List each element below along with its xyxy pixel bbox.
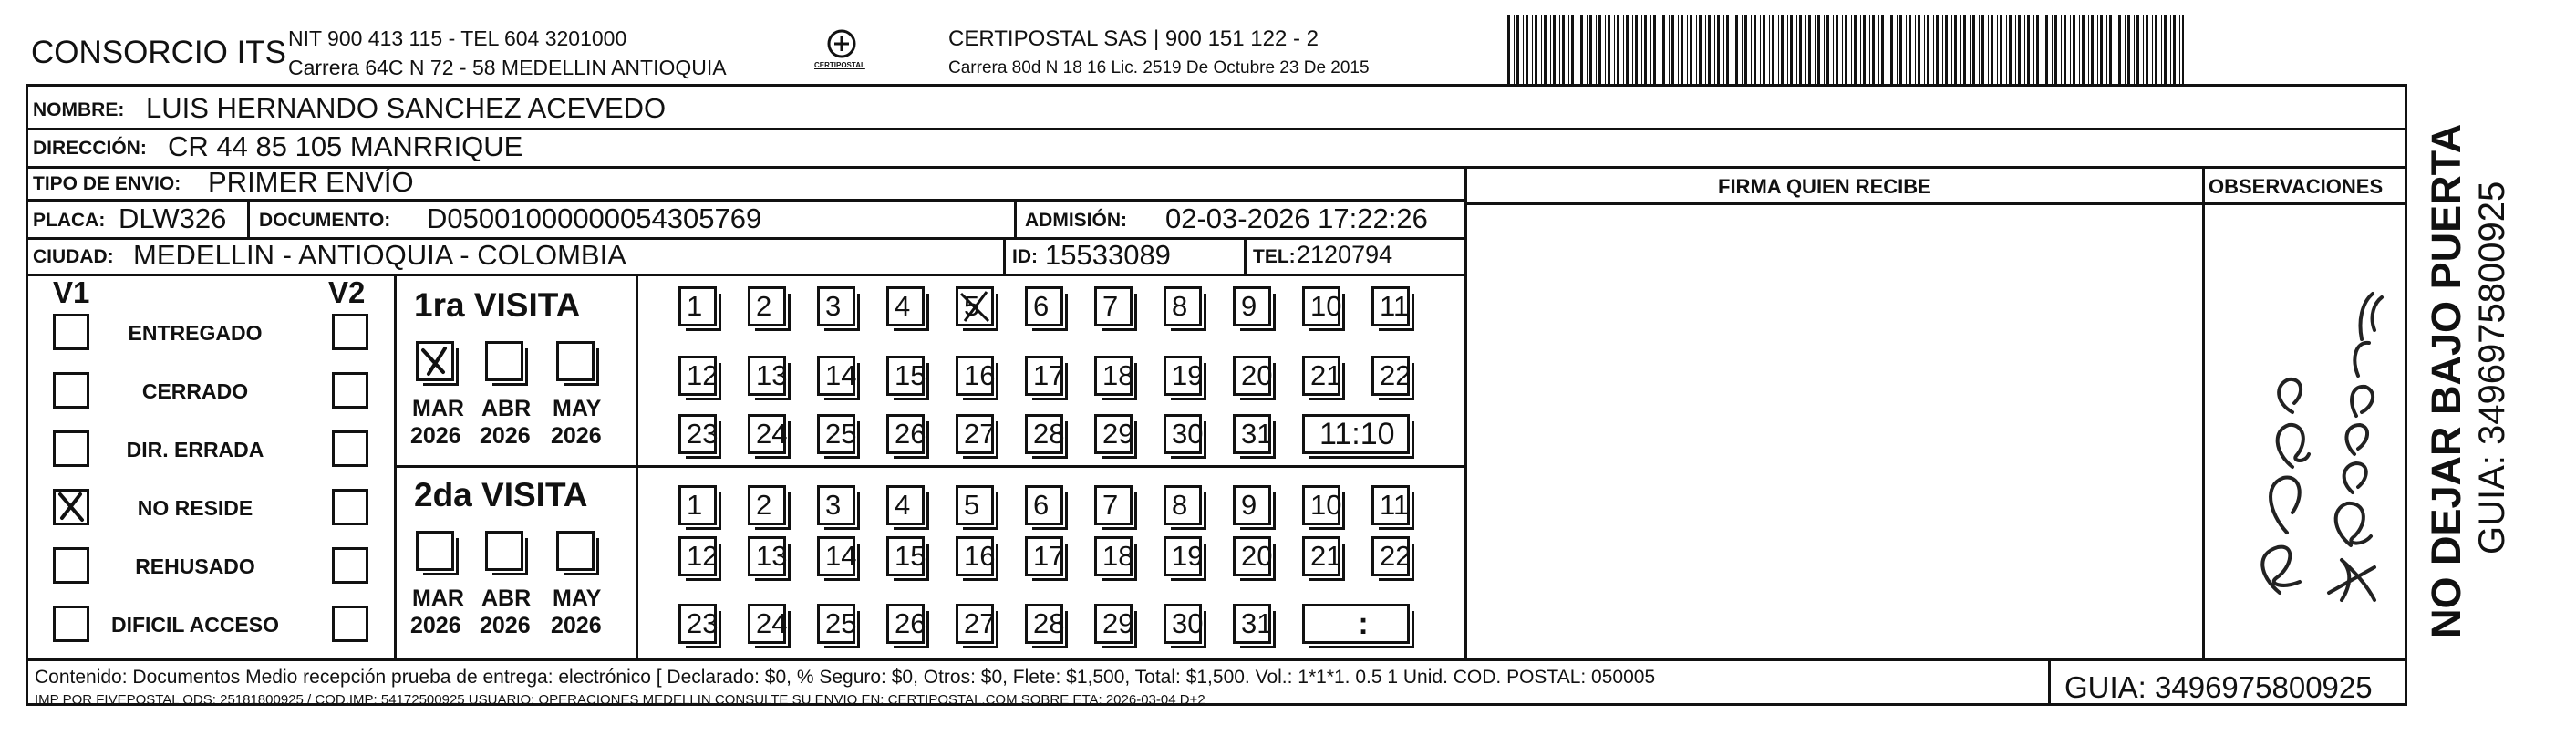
v2-checkbox-cerrado[interactable]	[332, 372, 368, 409]
status-label-entregado: ENTREGADO	[128, 321, 263, 345]
visit-1-day-box[interactable]: 3	[817, 286, 855, 326]
visit-1-day-box[interactable]: 5	[956, 286, 994, 326]
visit-2-day-box[interactable]: 12	[678, 536, 717, 576]
placa-value: DLW326	[119, 202, 227, 234]
visit-1-day-box[interactable]: 8	[1164, 286, 1202, 326]
visit-2-day-box[interactable]: 26	[886, 604, 925, 644]
visit-1-day-box[interactable]: 25	[817, 414, 855, 454]
visit-2-year-label: 2026	[410, 613, 461, 638]
visit-1-day-box[interactable]: 17	[1025, 356, 1063, 396]
v1-checkbox-no-reside[interactable]	[53, 489, 89, 525]
visit-1-day-box[interactable]: 19	[1164, 356, 1202, 396]
handwritten-observation	[2205, 239, 2387, 604]
visit-1-month-box-mar[interactable]	[416, 341, 454, 381]
visit-2-day-box[interactable]: 18	[1094, 536, 1133, 576]
visit-1-day-box[interactable]: 12	[678, 356, 717, 396]
firma-header: FIRMA QUIEN RECIBE	[1718, 175, 1931, 198]
visit-1-day-box[interactable]: 7	[1094, 286, 1133, 326]
visit-1-day-box[interactable]: 15	[886, 356, 925, 396]
visit-1-day-box[interactable]: 11	[1371, 286, 1410, 326]
no-dejar-bajo-puerta: NO DEJAR BAJO PUERTA	[2423, 123, 2469, 638]
visit-1-day-box[interactable]: 14	[817, 356, 855, 396]
visit-1-day-box[interactable]: 29	[1094, 414, 1133, 454]
visit-2-day-box[interactable]: 11	[1371, 485, 1410, 525]
company-nit: NIT 900 413 115 - TEL 604 3201000	[288, 26, 627, 50]
visit-2-month-box-may[interactable]	[556, 531, 595, 571]
visit-2-month-label: ABR	[481, 585, 532, 611]
visit-2-day-box[interactable]: 23	[678, 604, 717, 644]
visit-1-month-label: MAR	[412, 396, 464, 421]
tel-value: 2120794	[1297, 241, 1393, 268]
visit-1-day-box[interactable]: 22	[1371, 356, 1410, 396]
visit-2-month-box-abr[interactable]	[485, 531, 523, 571]
nombre-label: NOMBRE:	[33, 99, 125, 120]
documento-value: D05001000000054305769	[427, 202, 762, 234]
direccion-value: CR 44 85 105 MANRRIQUE	[168, 130, 523, 162]
visit-1-day-box[interactable]: 28	[1025, 414, 1063, 454]
visit-2-day-box[interactable]: 6	[1025, 485, 1063, 525]
v2-checkbox-dir-errada[interactable]	[332, 430, 368, 467]
visit-1-month-box-may[interactable]	[556, 341, 595, 381]
visit-2-day-box[interactable]: 17	[1025, 536, 1063, 576]
id-value: 15533089	[1045, 239, 1171, 271]
visit-2-day-box[interactable]: 19	[1164, 536, 1202, 576]
visit-1-day-box[interactable]: 20	[1233, 356, 1271, 396]
visit-2-month-label: MAY	[553, 585, 602, 611]
visit-2-day-box[interactable]: 2	[748, 485, 786, 525]
visit-2-day-box[interactable]: 24	[748, 604, 786, 644]
visit-2-title: 2da VISITA	[414, 476, 588, 513]
visit-1-time-box[interactable]: 11:10	[1302, 414, 1410, 454]
nombre-value: LUIS HERNANDO SANCHEZ ACEVEDO	[146, 92, 667, 124]
visit-2-day-box[interactable]: 27	[956, 604, 994, 644]
admision-label: ADMISIÓN:	[1025, 210, 1127, 231]
admision-value: 02-03-2026 17:22:26	[1165, 202, 1428, 234]
visit-1-day-box[interactable]: 18	[1094, 356, 1133, 396]
visit-1-day-box[interactable]: 30	[1164, 414, 1202, 454]
visit-2-day-box[interactable]: 3	[817, 485, 855, 525]
id-label: ID:	[1012, 246, 1038, 267]
visit-1-month-label: MAY	[553, 396, 602, 421]
status-label-no-reside: NO RESIDE	[137, 496, 253, 520]
v2-checkbox-dificil-acceso[interactable]	[332, 606, 368, 642]
visit-2-day-box[interactable]: 21	[1302, 536, 1340, 576]
placa-label: PLACA:	[33, 210, 106, 231]
visit-2-year-label: 2026	[480, 613, 531, 638]
v1-checkbox-dificil-acceso[interactable]	[53, 606, 89, 642]
visit-1-month-box-abr[interactable]	[485, 341, 523, 381]
v1-header: V1	[53, 275, 90, 309]
tipo-envio-label: TIPO DE ENVIO:	[33, 173, 181, 194]
v1-checkbox-cerrado[interactable]	[53, 372, 89, 409]
v2-header: V2	[328, 275, 366, 309]
visit-2-day-box[interactable]: 14	[817, 536, 855, 576]
carrier-address: Carrera 80d N 18 16 Lic. 2519 De Octubre 23 De 2015	[948, 58, 1370, 78]
barcode	[1505, 15, 2184, 84]
contenido-text: Contenido: Documentos Medio recepción prueba de entrega: electrónico [ Declarado: $0, % Seguro: $0, Otros: $0, Flete: $1,500, Total: $1,500. Vol.: 1*1*1. 0.5 1 Unid. COD. POSTAL: 050005	[35, 667, 1656, 688]
visit-1-year-label: 2026	[480, 423, 531, 449]
ciudad-value: MEDELLIN - ANTIOQUIA - COLOMBIA	[133, 239, 626, 271]
visit-1-title: 1ra VISITA	[414, 286, 581, 324]
v2-checkbox-no-reside[interactable]	[332, 489, 368, 525]
v2-checkbox-rehusado[interactable]	[332, 547, 368, 584]
imp-text: IMP POR FIVEPOSTAL ODS: 25181800925 / COD.IMP: 54172500925 USUARIO: OPERACIONES MEDELLIN CONSULTE SU ENVIO EN: CERTIPOSTAL.COM SOBRE ETA: 2026-03-04 D+2	[35, 692, 1205, 708]
footer-guia: GUIA: 3496975800925	[2064, 670, 2373, 704]
visit-2-day-box[interactable]: 15	[886, 536, 925, 576]
visit-1-day-box[interactable]: 6	[1025, 286, 1063, 326]
visit-1-year-label: 2026	[551, 423, 602, 449]
visit-2-day-box[interactable]: 31	[1233, 604, 1271, 644]
status-label-dir-errada: DIR. ERRADA	[126, 438, 264, 461]
visit-2-day-box[interactable]: 1	[678, 485, 717, 525]
visit-2-day-box[interactable]: 13	[748, 536, 786, 576]
direccion-label: DIRECCIÓN:	[33, 138, 147, 159]
visit-2-day-box[interactable]: 20	[1233, 536, 1271, 576]
side-guia: GUIA: 3496975800925	[2472, 181, 2512, 554]
visit-2-day-box[interactable]: 16	[956, 536, 994, 576]
observaciones-header: OBSERVACIONES	[2209, 175, 2384, 198]
visit-1-day-box[interactable]: 10	[1302, 286, 1340, 326]
visit-1-day-box[interactable]: 13	[748, 356, 786, 396]
v1-checkbox-dir-errada[interactable]	[53, 430, 89, 467]
visit-2-day-box[interactable]: 29	[1094, 604, 1133, 644]
visit-1-year-label: 2026	[410, 423, 461, 449]
v1-checkbox-entregado[interactable]	[53, 314, 89, 350]
certipostal-logo	[814, 27, 869, 78]
visit-2-day-box[interactable]: 5	[956, 485, 994, 525]
visit-2-day-box[interactable]: 8	[1164, 485, 1202, 525]
visit-1-month-label: ABR	[481, 396, 532, 421]
status-label-cerrado: CERRADO	[141, 379, 249, 403]
visit-1-day-box[interactable]: 1	[678, 286, 717, 326]
visit-1-day-box[interactable]: 27	[956, 414, 994, 454]
ciudad-label: CIUDAD:	[33, 246, 114, 267]
visit-1-day-box[interactable]: 4	[886, 286, 925, 326]
visit-1-day-box[interactable]: 31	[1233, 414, 1271, 454]
visit-2-month-label: MAR	[412, 585, 464, 611]
visit-1-day-box[interactable]: 21	[1302, 356, 1340, 396]
visit-2-day-box[interactable]: 30	[1164, 604, 1202, 644]
visit-1-day-box[interactable]: 2	[748, 286, 786, 326]
carrier-name: CERTIPOSTAL SAS | 900 151 122 - 2	[948, 26, 1319, 51]
visit-2-day-box[interactable]: 28	[1025, 604, 1063, 644]
visit-2-day-box[interactable]: 25	[817, 604, 855, 644]
company-address: Carrera 64C N 72 - 58 MEDELLIN ANTIOQUIA	[288, 56, 727, 79]
visit-1-day-box[interactable]: 26	[886, 414, 925, 454]
tipo-envio-value: PRIMER ENVÍO	[208, 166, 414, 198]
visit-1-day-box[interactable]: 16	[956, 356, 994, 396]
visit-2-day-box[interactable]: 22	[1371, 536, 1410, 576]
tel-label: TEL:	[1253, 246, 1296, 267]
visit-1-day-box[interactable]: 23	[678, 414, 717, 454]
company-name: CONSORCIO ITS	[31, 35, 287, 70]
status-label-rehusado: REHUSADO	[135, 554, 255, 578]
documento-label: DOCUMENTO:	[259, 210, 391, 231]
logo-text: CERTIPOSTAL	[814, 61, 865, 69]
visit-2-year-label: 2026	[551, 613, 602, 638]
visit-2-time-box[interactable]: :	[1302, 604, 1410, 644]
v2-checkbox-entregado[interactable]	[332, 314, 368, 350]
visit-2-month-box-mar[interactable]	[416, 531, 454, 571]
visit-2-day-box[interactable]: 7	[1094, 485, 1133, 525]
visit-2-day-box[interactable]: 4	[886, 485, 925, 525]
visit-1-day-box[interactable]: 24	[748, 414, 786, 454]
visit-2-day-box[interactable]: 10	[1302, 485, 1340, 525]
v1-checkbox-rehusado[interactable]	[53, 547, 89, 584]
visit-2-day-box[interactable]: 9	[1233, 485, 1271, 525]
visit-1-day-box[interactable]: 9	[1233, 286, 1271, 326]
status-label-dificil-acceso: DIFICIL ACCESO	[110, 613, 279, 637]
